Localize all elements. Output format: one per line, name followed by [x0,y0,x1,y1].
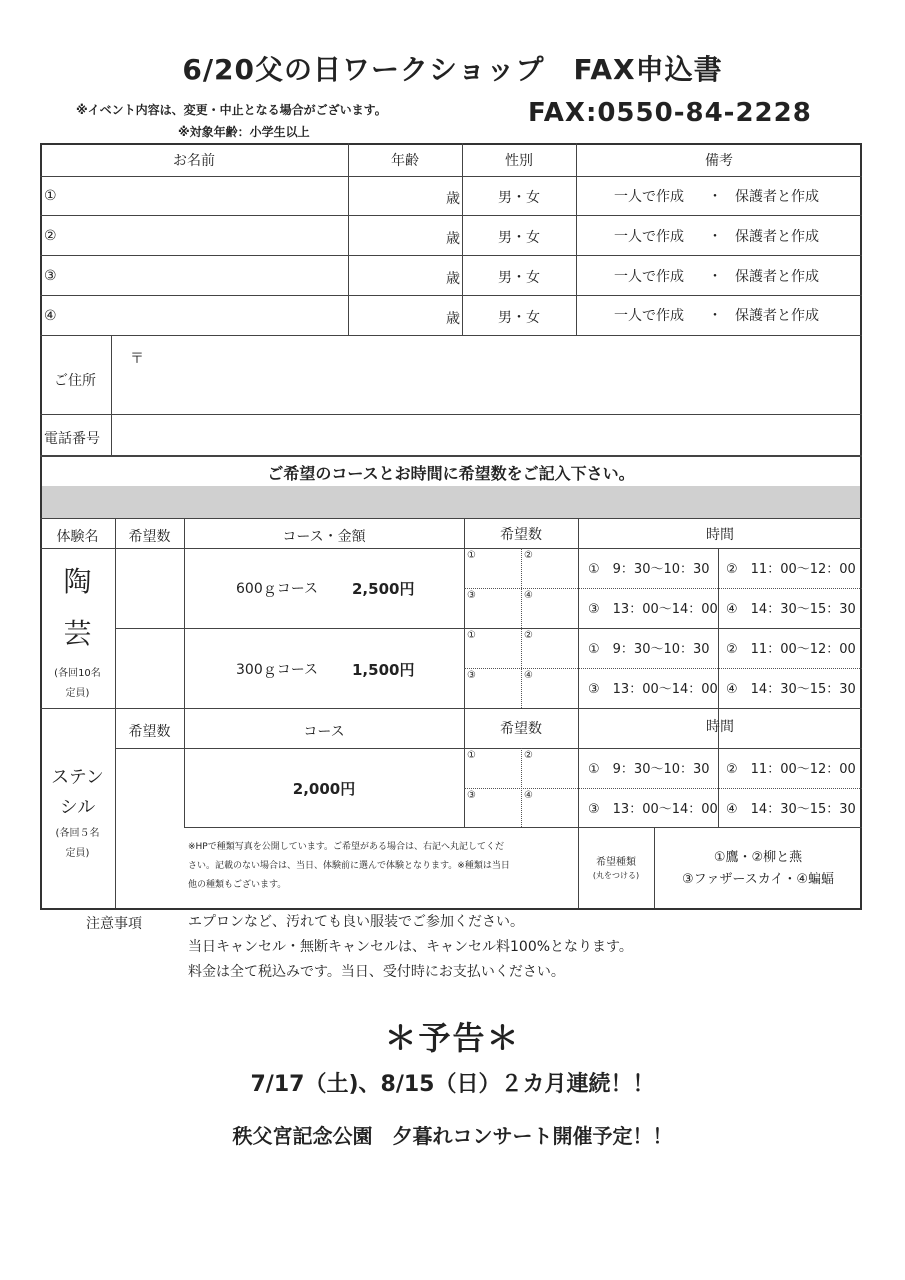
preview-heading: ＊予告＊ [384,1019,521,1057]
stencil-types[interactable]: ①鷹・②柳と燕 [713,850,803,865]
row-number: ④ [44,308,57,324]
slot-mark[interactable]: ② [524,750,533,761]
postal-mark: 〒 [130,351,144,367]
slot-mark[interactable]: ① [467,750,476,761]
time-slot: ② 11：00〜12：00 [726,562,856,577]
rule [115,748,862,749]
rule [40,295,862,296]
slot-mark[interactable]: ③ [467,590,476,601]
rule [40,414,862,415]
note-line: 料金は全て税込みです。当日、受付時にお支払いください。 [188,964,565,980]
row-number: ① [44,188,57,204]
dotted-rule [464,788,862,789]
stencil-capacity: 定員) [65,848,90,859]
time-slot: ④ 14：30〜15：30 [726,682,856,697]
header-experience: 体験名 [56,529,99,545]
time-slot: ① 9：30〜10：30 [588,642,710,657]
course-price: 1,500円 [352,661,415,679]
age-unit: 歳 [446,191,460,207]
pottery-capacity: 定員) [65,688,90,699]
remark-alone[interactable]: 一人で作成 [614,308,684,324]
gender-choice[interactable]: 男・女 [498,310,540,326]
course-price: 2,500円 [352,580,415,598]
type-label-sub: (丸をつける) [592,871,640,880]
slot-mark[interactable]: ④ [524,590,533,601]
course-name: 300ｇコース [236,662,319,678]
course-instruction: ご希望のコースとお時間に希望数をご記入下さい。 [267,464,635,483]
address-label: ご住所 [54,373,96,389]
remark-with-guardian[interactable]: 保護者と作成 [735,229,819,245]
header-wish-count: 希望数 [128,724,171,740]
column-remarks: 備考 [705,153,733,169]
rule [40,455,862,457]
age-notice: ※対象年齢：小学生以上 [178,125,310,139]
notes-label: 注意事項 [86,916,142,932]
column-age: 年齢 [391,153,419,169]
age-unit: 歳 [446,271,460,287]
time-slot: ④ 14：30〜15：30 [726,602,856,617]
gender-choice[interactable]: 男・女 [498,190,540,206]
row-number: ③ [44,268,57,284]
remark-alone[interactable]: 一人で作成 [614,229,684,245]
slot-mark[interactable]: ④ [524,670,533,681]
note-line: 当日キャンセル・無断キャンセルは、キャンセル料100%となります。 [188,939,633,955]
time-slot: ② 11：00〜12：00 [726,762,856,777]
slot-mark[interactable]: ② [524,550,533,561]
stencil-types[interactable]: ③ファザースカイ・④蝙蝠 [681,872,834,887]
rule [184,827,862,828]
dotted-rule [464,668,862,669]
column-gender: 性別 [505,153,533,169]
course-name: 600ｇコース [236,581,319,597]
page-title: 6/20父の日ワークショップ FAX申込書 [182,53,723,86]
header-wish-count: 希望数 [500,721,542,737]
remark-separator: ・ [708,189,722,205]
header-course: コース [303,724,345,740]
stencil-capacity: (各回５名 [55,828,100,839]
phone-label: 電話番号 [44,431,100,447]
dotted-rule [521,548,522,628]
preview-event: 秩父宮記念公園 夕暮れコンサート開催予定！！ [232,1124,673,1148]
rule [115,628,862,629]
remark-alone[interactable]: 一人で作成 [614,269,684,285]
rule [40,176,862,177]
stencil-price: 2,000円 [292,780,356,798]
remark-with-guardian[interactable]: 保護者と作成 [735,189,819,205]
stencil-name: ステン [51,767,104,788]
rule [348,143,349,335]
header-wish-count: 希望数 [128,529,171,545]
time-slot: ④ 14：30〜15：30 [726,802,856,817]
time-slot: ③ 13：00〜14：00 [588,602,718,617]
slot-mark[interactable]: ② [524,630,533,641]
gray-band [42,486,860,518]
hp-note: 他の種類もございます。 [188,880,287,890]
dotted-rule [521,628,522,708]
gender-choice[interactable]: 男・女 [498,230,540,246]
column-name: お名前 [173,153,215,169]
remark-with-guardian[interactable]: 保護者と作成 [735,308,819,324]
rule [464,518,465,827]
remark-with-guardian[interactable]: 保護者と作成 [735,269,819,285]
rule [115,518,116,908]
slot-mark[interactable]: ① [467,550,476,561]
rule [111,335,112,455]
remark-alone[interactable]: 一人で作成 [614,189,684,205]
rule [40,255,862,256]
time-slot: ③ 13：00〜14：00 [588,802,718,817]
hp-note: さい。記載のない場合は、当日、体験前に選んで体験となります。※種類は当日 [188,861,510,871]
fax-number: FAX:0550-84-2228 [528,98,812,128]
remark-separator: ・ [708,229,722,245]
rule [40,708,862,709]
type-label: 希望種類 [596,857,636,868]
event-change-notice: ※イベント内容は、変更・中止となる場合がございます。 [76,103,387,117]
row-number: ② [44,228,57,244]
header-time: 時間 [706,527,734,543]
time-slot: ① 9：30〜10：30 [588,762,710,777]
dotted-rule [464,588,862,589]
rule [40,215,862,216]
pottery-capacity: (各回10名 [54,668,101,679]
slot-mark[interactable]: ③ [467,790,476,801]
rule [576,143,577,335]
remark-separator: ・ [708,269,722,285]
time-slot: ① 9：30〜10：30 [588,562,710,577]
header-course-price: コース・金額 [282,529,366,545]
slot-mark[interactable]: ① [467,630,476,641]
hp-note: ※HPで種類写真を公開しています。ご希望がある場合は、右記へ丸記してくだ [188,842,505,852]
header-wish-count: 希望数 [500,527,542,543]
rule [40,548,862,549]
gender-choice[interactable]: 男・女 [498,270,540,286]
rule [578,518,579,908]
age-unit: 歳 [446,231,460,247]
slot-mark[interactable]: ④ [524,790,533,801]
rule [40,335,862,336]
header-time: 時間 [706,719,734,735]
time-slot: ② 11：00〜12：00 [726,642,856,657]
stencil-name: シル [59,797,96,818]
time-slot: ③ 13：00〜14：00 [588,682,718,697]
remark-separator: ・ [708,308,722,324]
slot-mark[interactable]: ③ [467,670,476,681]
preview-dates: 7/17（土)、8/15（日）２カ月連続！！ [250,1072,655,1097]
rule [40,518,862,519]
note-line: エプロンなど、汚れても良い服装でご参加ください。 [188,914,524,930]
pottery-name: 陶 [63,565,92,598]
age-unit: 歳 [446,311,460,327]
dotted-rule [521,748,522,827]
rule [718,548,719,827]
pottery-name: 芸 [63,617,92,650]
